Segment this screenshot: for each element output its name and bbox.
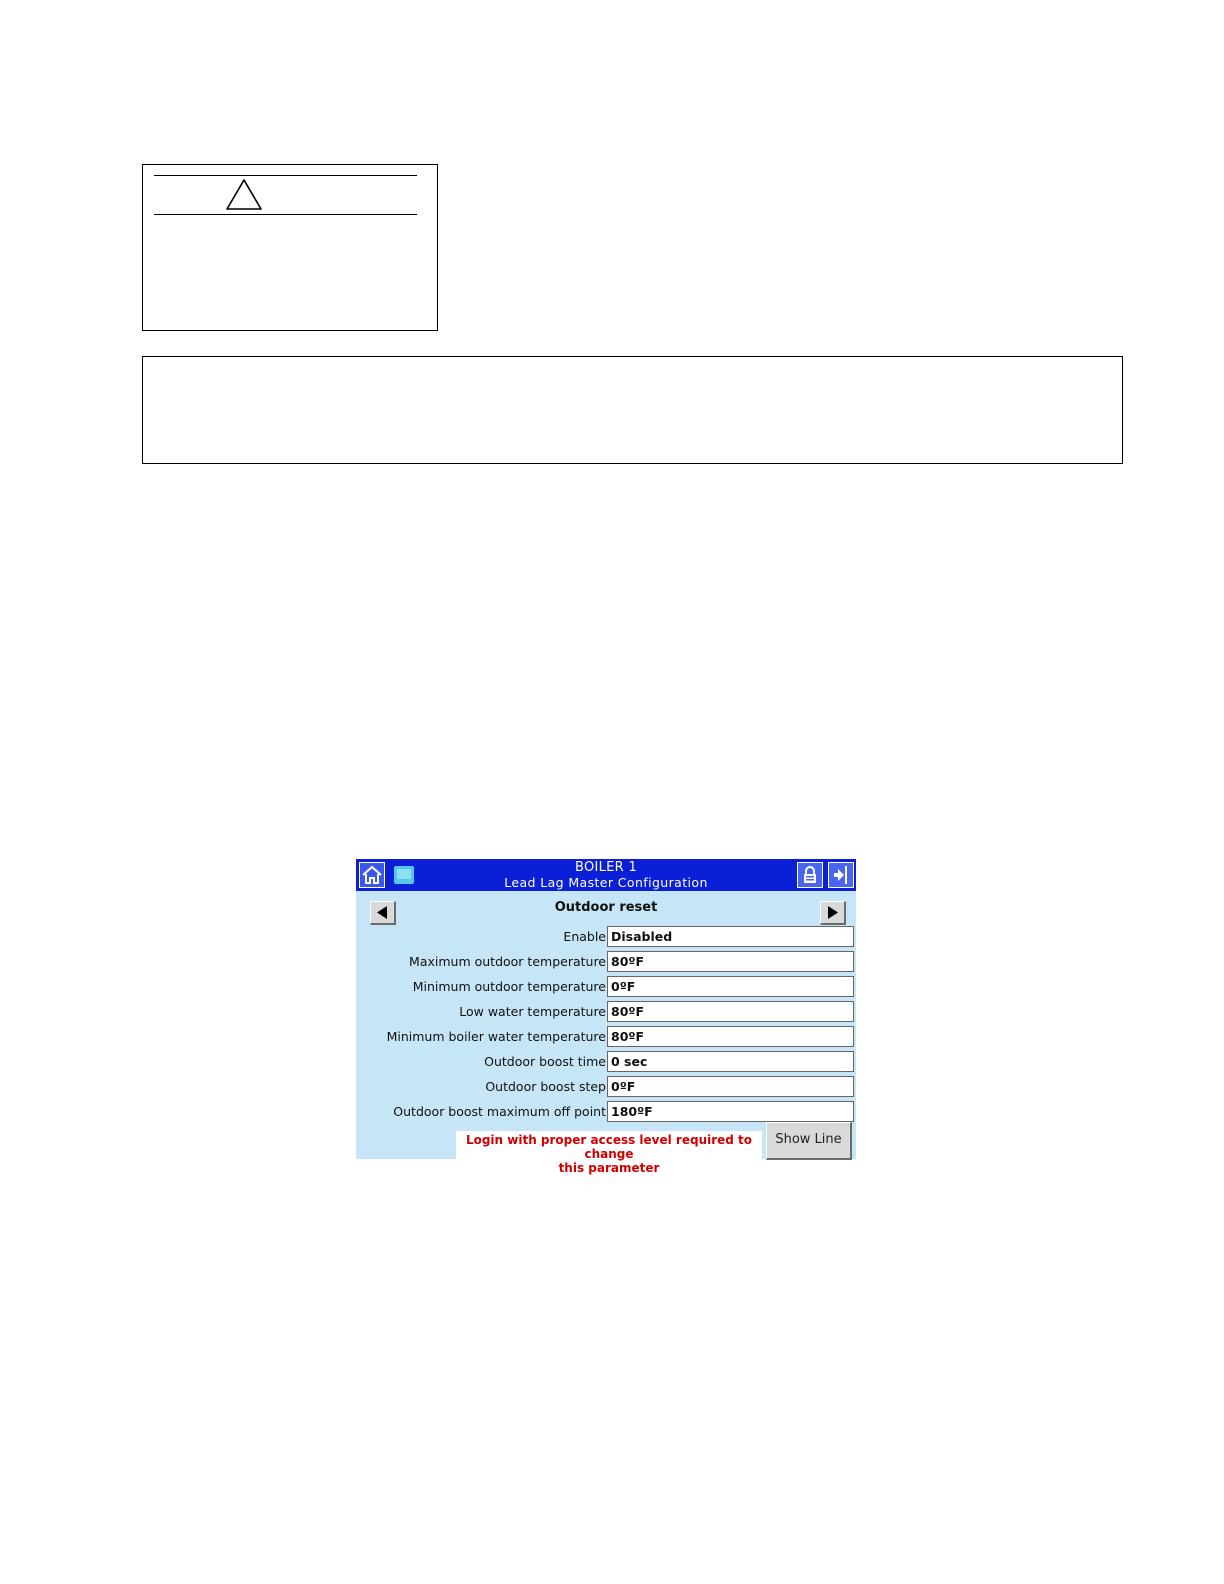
param-value-field[interactable]: 80ºF xyxy=(607,1001,854,1022)
arrow-right-icon xyxy=(821,902,844,923)
param-row-outdoor-boost-time xyxy=(356,1051,856,1073)
param-value-field[interactable]: 80ºF xyxy=(607,951,854,972)
param-label: Maximum outdoor temperature xyxy=(409,954,606,969)
param-row-low-water-temp xyxy=(356,1001,856,1023)
section-title: Outdoor reset xyxy=(554,900,658,915)
param-row-max-outdoor-temp xyxy=(356,951,856,973)
login-message-line2: this parameter xyxy=(558,1161,660,1175)
device-title: BOILER 1 xyxy=(574,860,638,875)
param-value-field[interactable]: 0ºF xyxy=(607,976,854,997)
next-page-button[interactable] xyxy=(820,901,846,925)
param-value-field[interactable]: 80ºF xyxy=(607,1026,854,1047)
param-label: Enable xyxy=(563,929,606,944)
param-row-min-outdoor-temp xyxy=(356,976,856,998)
param-label: Outdoor boost step xyxy=(485,1079,606,1094)
screen-title: Lead Lag Master Configuration xyxy=(504,875,708,890)
param-label: Outdoor boost maximum off point xyxy=(393,1104,606,1119)
param-value-field[interactable]: Disabled xyxy=(607,926,854,947)
param-label: Minimum outdoor temperature xyxy=(412,979,606,994)
param-label: Outdoor boost time xyxy=(484,1054,606,1069)
param-row-enable xyxy=(356,926,856,948)
login-required-message xyxy=(456,1131,762,1175)
note-box xyxy=(142,356,1123,464)
back-icon xyxy=(829,863,853,887)
param-label: Minimum boiler water temperature xyxy=(386,1029,606,1044)
title-bar xyxy=(356,859,856,891)
caution-rule-bottom xyxy=(154,214,417,215)
param-row-outdoor-boost-step xyxy=(356,1076,856,1098)
param-label: Low water temperature xyxy=(459,1004,606,1019)
caution-box xyxy=(142,164,438,331)
show-line-button[interactable]: Show Line xyxy=(766,1122,852,1160)
caution-rule-top xyxy=(154,175,417,176)
lock-button[interactable] xyxy=(797,862,823,888)
warning-triangle-icon xyxy=(225,178,263,211)
param-value-field[interactable]: 180ºF xyxy=(607,1101,854,1122)
param-value-field[interactable]: 0 sec xyxy=(607,1051,854,1072)
param-value-field[interactable]: 0ºF xyxy=(607,1076,854,1097)
back-button[interactable] xyxy=(828,862,854,888)
param-row-min-boiler-water-temp xyxy=(356,1026,856,1048)
login-message-line1: Login with proper access level required to change xyxy=(465,1133,753,1161)
hmi-screen xyxy=(356,859,856,1175)
lock-icon xyxy=(798,863,822,887)
param-row-outdoor-boost-max-off-point xyxy=(356,1101,856,1123)
